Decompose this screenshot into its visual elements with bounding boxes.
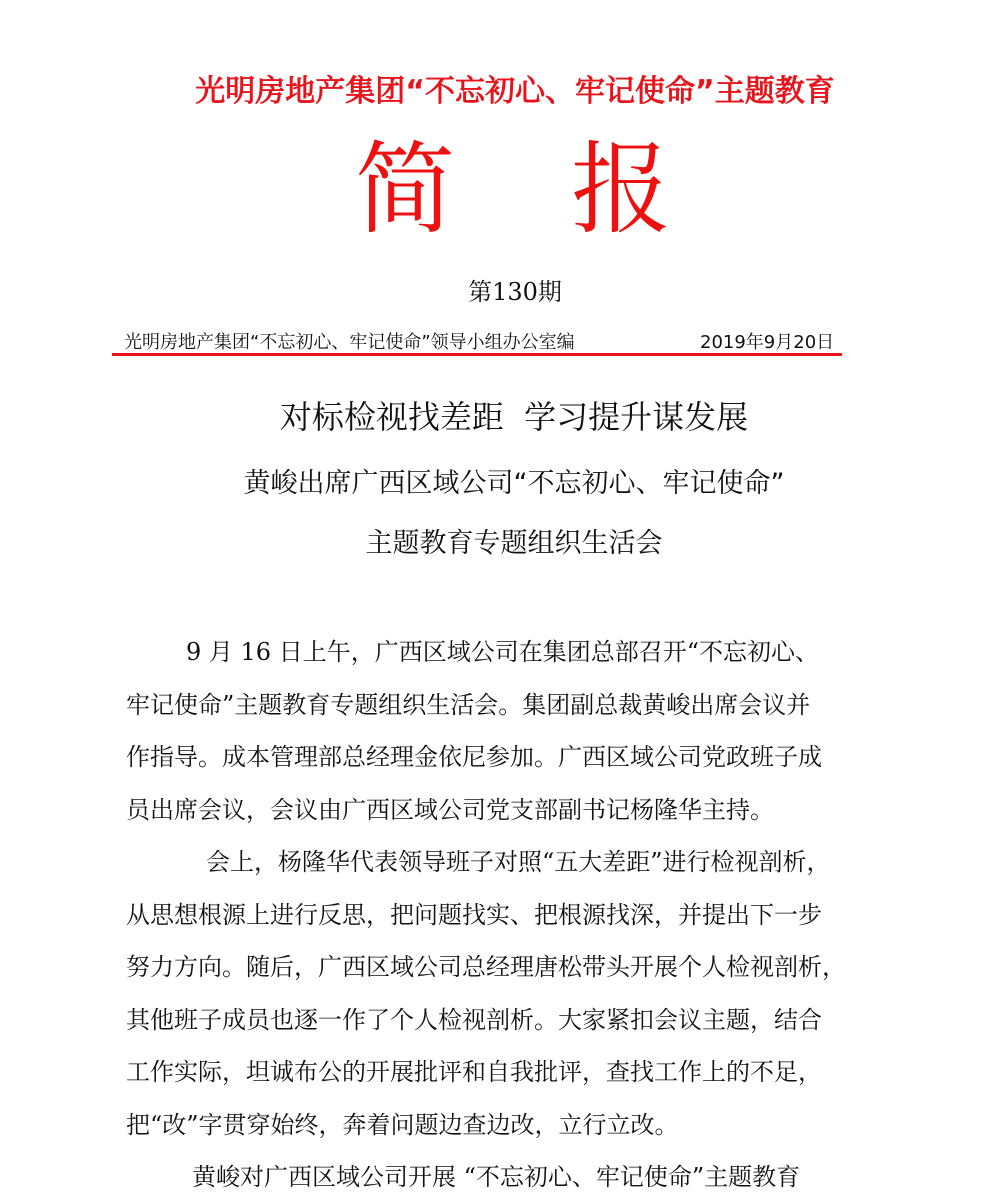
paragraph-line: 员出席会议，会议由广西区域公司党支部副书记杨隆华主持。 bbox=[126, 795, 774, 824]
paragraph-line: 作指导。成本管理部总经理金依尼参加。广西区域公司党政班子成 bbox=[126, 743, 822, 771]
bulletin-title-char-2: 报 bbox=[571, 131, 671, 248]
article-subheadline-2: 主题教育专题组织生活会 bbox=[365, 528, 663, 559]
red-divider bbox=[112, 353, 842, 356]
org-title: 光明房地产集团“不忘初心、牢记使命”主题教育 bbox=[195, 74, 835, 109]
editor-line bbox=[124, 328, 834, 354]
paragraph-2 bbox=[126, 836, 926, 1151]
bulletin-title bbox=[355, 132, 685, 247]
editor-office: 光明房地产集团“不忘初心、牢记使命”领导小组办公室编 bbox=[124, 332, 575, 353]
article-headline: 对标检视找差距 学习提升谋发展 bbox=[279, 398, 749, 436]
paragraph-1 bbox=[126, 626, 926, 836]
issue-number: 第130期 bbox=[468, 278, 562, 306]
paragraph-line: 从思想根源上进行反思，把问题找实、把根源找深，并提出下一步 bbox=[126, 900, 822, 929]
article-body bbox=[126, 626, 926, 1204]
bulletin-title-char-1: 简 bbox=[355, 131, 455, 248]
publish-date: 2019年9月20日 bbox=[700, 332, 835, 353]
article-subheadline-1: 黄峻出席广西区域公司“不忘初心、牢记使命” bbox=[243, 468, 785, 499]
paragraph-3 bbox=[126, 1151, 926, 1204]
paragraph-line: 把“改”字贯穿始终，奔着问题边查边改，立行立改。 bbox=[126, 1110, 679, 1139]
paragraph-line: 牢记使命”主题教育专题组织生活会。集团副总裁黄峻出席会议并 bbox=[126, 690, 811, 719]
paragraph-line: 9 月 16 日上午，广西区域公司在集团总部召开“不忘初心、 bbox=[186, 638, 819, 666]
paragraph-line: 工作实际，坦诚布公的开展批评和自我批评，查找工作上的不足， bbox=[126, 1058, 822, 1086]
paragraph-line: 会上，杨隆华代表领导班子对照“五大差距”进行检视剖析， bbox=[206, 848, 831, 876]
paragraph-line: 黄峻对广西区域公司开展 “不忘初心、牢记使命”主题教育 bbox=[192, 1163, 801, 1191]
paragraph-line: 其他班子成员也逐一作了个人检视剖析。大家紧扣会议主题，结合 bbox=[126, 1005, 822, 1034]
paragraph-line: 努力方向。随后，广西区域公司总经理唐松带头开展个人检视剖析， bbox=[126, 953, 846, 981]
